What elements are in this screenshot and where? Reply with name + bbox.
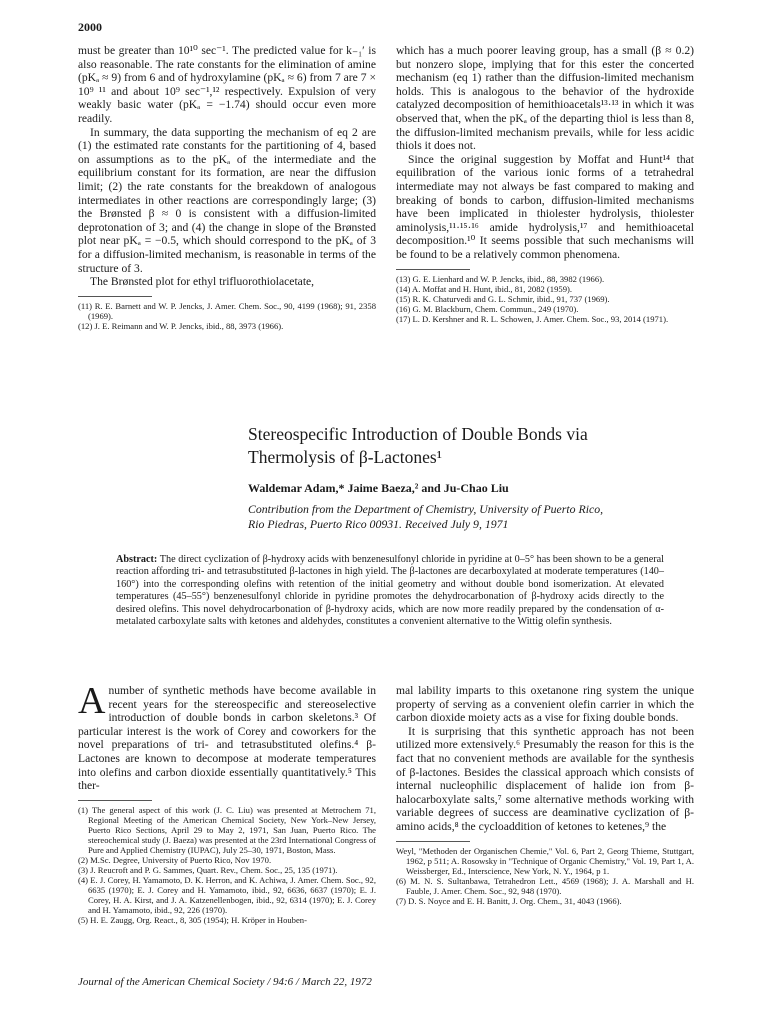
paragraph: In summary, the data supporting the mechanism of eq 2 are (1) the estimated rate constants for the partitioning of 4, based on assumptions as to the pKₐ of the intermediate and the equilibrium constant for its formation, are near the diffusion limit; (2) the rate constants for the breakdown of analogous intermediates in other reactions are correspondingly large; (3) the Brønsted β ≈ 0 is consistent with a diffusion-limited deprotonation of 3; and (4) the change in slope of the Brønsted plot near pKₐ = −0.5, which should correspond to the pKₐ of 3 for a diffusion-limited mechanism, is reasonable in terms of the structure of 3. [78, 125, 376, 275]
title-line: Thermolysis of β-Lactones¹ [248, 447, 442, 467]
footnote: (4) E. J. Corey, H. Yamamoto, D. K. Herron, and K. Achiwa, J. Amer. Chem. Soc., 92, 6635 (1970); E. J. Corey and H. Yamamoto, ibid., 92, 6636, 6637 (1970); E. J. Corey, H. A. Kirst, and J. A. Katzenellenbogen, ibid., 92, 6314 (1970); E. J. Corey and H. Yamamoto, ibid., 92, 226 (1970). [78, 874, 376, 915]
drop-cap: A [78, 680, 106, 722]
affiliation [248, 502, 688, 531]
footnotes [78, 805, 376, 925]
top-right-column [396, 44, 694, 324]
paragraph: It is surprising that this synthetic approach has not been utilized more extensively.⁶ Presumably the reason for this is the fact that no convenient methods are available for the synthesis of β-lactones. Besides the classical approach which consists of internal nucleophilic displacement of halide ion from β-halocarboxylate salts,⁷ some alternative methods working with variable degrees of success are deaminative cyclization of β-amino acids,⁸ the cycloaddition of ketones to ketenes,⁹ the [396, 724, 694, 833]
authors: Waldemar Adam,* Jaime Baeza,² and Ju-Chao Liu [248, 481, 509, 495]
footnote: (13) G. E. Lienhard and W. P. Jencks, ibid., 88, 3982 (1966). [396, 273, 605, 284]
page-number: 2000 [78, 20, 102, 34]
abstract-text: The direct cyclization of β-hydroxy acids with benzenesulfonyl chloride in pyridine at 0–5° has been shown to be a general reaction affording tri- and tetrasubstituted β-lactones in high yield. The β-lactones are decarboxylated at moderate temperatures (140–160°) into the corresponding olefins with retention of the initial geometry and without double bond isomerization. At elevated temperatures (45–55°) benzenesulfonyl chloride in pyridine promotes the dehydrocarbonation of β-hydroxy acids directly to the desired olefins. This novel dehydrocarbonation of β-hydroxy acids, which are now more readily prepared by the condensation of α-metalated carboxylate salts with ketones and aldehydes, constitutes a convenient alternative to the Wittig olefin synthesis. [116, 554, 664, 628]
footnote: (14) A. Moffat and H. Hunt, ibid., 81, 2082 (1959). [396, 283, 572, 294]
footnote-divider [78, 296, 152, 297]
footnote: Weyl, "Methoden der Organischen Chemie," Vol. 6, Part 2, Georg Thieme, Stuttgart, 1962, p 511; A. Rosowsky in "Technique of Organic Chemistry," Vol. 19, Part 1, A. Weissberger, Ed., Interscience, New York, N. Y., 1964, p 1. [396, 845, 694, 876]
footnote: (11) R. E. Barnett and W. P. Jencks, J. Amer. Chem. Soc., 90, 4199 (1968); 91, 2358 (1969). [78, 300, 376, 321]
paragraph: must be greater than 10¹⁰ sec⁻¹. The predicted value for k₋₁′ is also reasonable. The rate constants for the elimination of amine (pKₐ ≈ 9) from 6 and of hydroxylamine (pKₐ ≈ 6) from 7 are 7 × 10⁹ ¹¹ and about 10⁹ sec⁻¹,¹² respectively. Expulsion of very weakly basic water (pKₐ = −1.74) should occur even more readily. [78, 44, 376, 125]
affiliation-line: Rio Piedras, Puerto Rico 00931. Received July 9, 1971 [248, 516, 509, 531]
footnote: (17) L. D. Kershner and R. L. Schowen, J. Amer. Chem. Soc., 93, 2014 (1971). [396, 313, 669, 324]
footnote: (3) J. Reucroft and P. G. Sammes, Quart. Rev., Chem. Soc., 25, 135 (1971). [78, 864, 338, 875]
paragraph: which has a much poorer leaving group, has a small (β ≈ 0.2) but nonzero slope, implying that for this ester the concerted mechanism (eq 1) rather than the diffusion-limited mechanism holds. This is analogous to the behavior of the hydroxide catalyzed decomposition of hemithioacetals¹³·¹³ in which it was observed that, when the pKₐ of the departing thiol is less than 8, the diffusion-limited mechanism prevails, while for less acidic thiols it does not. [396, 44, 694, 153]
intro-paragraph [78, 680, 376, 793]
paragraph: Since the original suggestion by Moffat and Hunt¹⁴ that equilibration of the various ionic forms of a tetrahedral intermediate may not always be fast compared to making and breaking of bonds to carbon, diffusion-limited mechanisms have been implicated in thiolester hydrolysis, thiolester aminolysis,¹¹·¹⁵·¹⁶ amide hydrolysis,¹⁷ and hemithioacetal decomposition.¹⁰ It seems possible that such mechanisms will be found to be a relatively common phenomena. [396, 152, 694, 261]
journal-footer: Journal of the American Chemical Society / 94:6 / March 22, 1972 [78, 976, 372, 988]
footnote: (6) M. N. S. Sultanbawa, Tetrahedron Lett., 4569 (1968); J. A. Marshall and H. Fauble, J. Amer. Chem. Soc., 92, 948 (1970). [396, 875, 694, 896]
footnotes [78, 301, 376, 331]
footnote: (7) D. S. Noyce and E. H. Banitt, J. Org. Chem., 31, 4043 (1966). [396, 895, 622, 906]
footnote-divider [396, 269, 470, 270]
article-title [248, 423, 668, 469]
bottom-right-column [396, 684, 694, 906]
abstract [116, 554, 664, 628]
bottom-left-column [78, 680, 376, 925]
intro-text: number of synthetic methods have become available in recent years for the stereospecific and stereoselective introduction of double bonds in carbon skeletons.³ Of particular interest is the work of Corey and coworkers for the novel preparations of tri- and tetrasubstituted olefins.⁴ β-Lactones are known to decompose at moderate temperatures into olefins and carbon dioxide essentially quantitatively.⁵ This ther- [78, 684, 376, 793]
abstract-label: Abstract: [116, 554, 158, 565]
paragraph: mal lability imparts to this oxetanone ring system the unique property of serving as a convenient olefin carrier in which the carbon dioxide moiety acts as a vise for fixing double bonds. [396, 684, 694, 725]
footnotes [396, 274, 694, 324]
footnote: (5) H. E. Zaugg, Org. React., 8, 305 (1954); H. Kröper in Houben- [78, 914, 307, 925]
footnote: (1) The general aspect of this work (J. C. Liu) was presented at Metrochem 71, Regional Meeting of the American Chemical Society, New York–New Jersey, Puerto Rico Sections, April 29 to May 2, 1971, San Juan, Puerto Rico. The stereochemical study (J. Baeza) was presented at the 23rd International Congress of Pure and Applied Chemistry (IUPAC), July 25–30, 1971, Boston, Mass. [78, 804, 376, 855]
top-left-column [78, 44, 376, 331]
title-line: Stereospecific Introduction of Double Bonds via [248, 424, 588, 444]
footnote: (12) J. E. Reimann and W. P. Jencks, ibid., 88, 3973 (1966). [78, 320, 284, 331]
footnote: (2) M.Sc. Degree, University of Puerto Rico, Nov 1970. [78, 854, 272, 865]
footnote: (15) R. K. Chaturvedi and G. L. Schmir, ibid., 91, 737 (1969). [396, 293, 610, 304]
paragraph: The Brønsted plot for ethyl trifluorothiolacetate, [90, 275, 315, 289]
footnotes [396, 846, 694, 906]
affiliation-line: Contribution from the Department of Chemistry, University of Puerto Rico, [248, 502, 604, 516]
footnote: (16) G. M. Blackburn, Chem. Commun., 249 (1970). [396, 303, 579, 314]
footnote-divider [396, 841, 470, 842]
footnote-divider [78, 800, 152, 801]
